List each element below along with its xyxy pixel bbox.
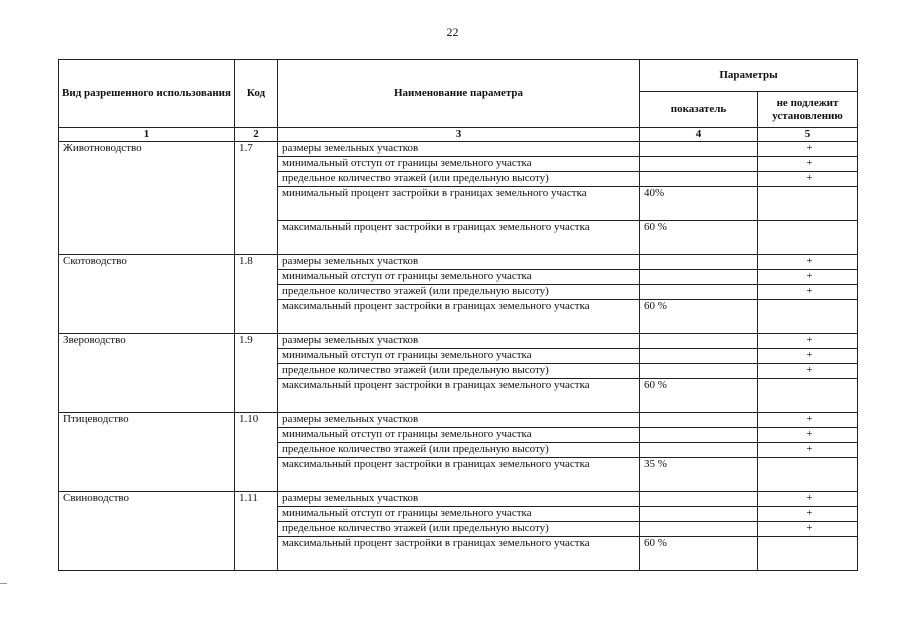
header-not-established: не подлежит установлению	[758, 92, 858, 128]
not-established-mark-cell	[758, 378, 858, 412]
not-established-mark-cell: +	[758, 156, 858, 171]
use-type-cell: Скотоводство	[59, 254, 235, 333]
not-established-mark-cell	[758, 457, 858, 491]
indicator-value-cell	[640, 333, 758, 348]
table-row	[59, 412, 858, 427]
header-param-name: Наименование параметра	[278, 60, 640, 128]
param-name-cell: минимальный отступ от границы земельного участка	[278, 156, 640, 171]
indicator-value-cell	[640, 156, 758, 171]
column-number-row	[59, 128, 858, 142]
table-body	[59, 141, 858, 570]
param-name-cell: минимальный отступ от границы земельного участка	[278, 269, 640, 284]
param-name-cell: минимальный отступ от границы земельного участка	[278, 427, 640, 442]
indicator-value-cell	[640, 284, 758, 299]
use-type-cell: Животноводство	[59, 141, 235, 254]
not-established-mark-cell	[758, 299, 858, 333]
code-cell: 1.11	[235, 491, 278, 570]
page-number: 22	[446, 25, 459, 39]
indicator-value-cell	[640, 254, 758, 269]
not-established-mark-cell: +	[758, 254, 858, 269]
use-type-cell: Звероводство	[59, 333, 235, 412]
indicator-value-cell	[640, 427, 758, 442]
column-number: 4	[640, 128, 758, 142]
table-row	[59, 254, 858, 269]
code-cell: 1.7	[235, 141, 278, 254]
indicator-value-cell	[640, 269, 758, 284]
not-established-mark-cell: +	[758, 506, 858, 521]
not-established-mark-cell	[758, 536, 858, 570]
param-name-cell: максимальный процент застройки в границах земельного участка	[278, 536, 640, 570]
indicator-value-cell: 60 %	[640, 299, 758, 333]
indicator-value-cell: 40%	[640, 186, 758, 220]
param-name-cell: предельное количество этажей (или предельную высоту)	[278, 284, 640, 299]
param-name-cell: предельное количество этажей (или предельную высоту)	[278, 363, 640, 378]
param-name-cell: предельное количество этажей (или предельную высоту)	[278, 171, 640, 186]
table-row	[59, 491, 858, 506]
param-name-cell: размеры земельных участков	[278, 254, 640, 269]
not-established-mark-cell: +	[758, 412, 858, 427]
column-number: 3	[278, 128, 640, 142]
indicator-value-cell: 60 %	[640, 378, 758, 412]
code-cell: 1.9	[235, 333, 278, 412]
param-name-cell: размеры земельных участков	[278, 141, 640, 156]
column-number: 2	[235, 128, 278, 142]
column-number: 5	[758, 128, 858, 142]
indicator-value-cell	[640, 348, 758, 363]
param-name-cell: предельное количество этажей (или предельную высоту)	[278, 442, 640, 457]
header-params-group: Параметры	[640, 60, 858, 92]
indicator-value-cell: 35 %	[640, 457, 758, 491]
param-name-cell: минимальный процент застройки в границах земельного участка	[278, 186, 640, 220]
not-established-mark-cell	[758, 220, 858, 254]
param-name-cell: размеры земельных участков	[278, 333, 640, 348]
indicator-value-cell	[640, 412, 758, 427]
indicator-value-cell	[640, 141, 758, 156]
not-established-mark-cell: +	[758, 442, 858, 457]
margin-mark	[0, 583, 7, 584]
not-established-mark-cell	[758, 186, 858, 220]
not-established-mark-cell: +	[758, 171, 858, 186]
param-name-cell: минимальный отступ от границы земельного участка	[278, 348, 640, 363]
column-number: 1	[59, 128, 235, 142]
indicator-value-cell	[640, 171, 758, 186]
not-established-mark-cell: +	[758, 141, 858, 156]
header-indicator: показатель	[640, 92, 758, 128]
not-established-mark-cell: +	[758, 348, 858, 363]
parameters-table	[58, 59, 858, 571]
indicator-value-cell	[640, 442, 758, 457]
param-name-cell: максимальный процент застройки в границах земельного участка	[278, 220, 640, 254]
header-code: Код	[235, 60, 278, 128]
use-type-cell: Птицеводство	[59, 412, 235, 491]
not-established-mark-cell: +	[758, 521, 858, 536]
use-type-cell: Свиноводство	[59, 491, 235, 570]
not-established-mark-cell: +	[758, 284, 858, 299]
not-established-mark-cell: +	[758, 363, 858, 378]
param-name-cell: максимальный процент застройки в границах земельного участка	[278, 378, 640, 412]
not-established-mark-cell: +	[758, 269, 858, 284]
param-name-cell: минимальный отступ от границы земельного участка	[278, 506, 640, 521]
not-established-mark-cell: +	[758, 333, 858, 348]
param-name-cell: максимальный процент застройки в границах земельного участка	[278, 457, 640, 491]
header-use-type: Вид разрешенного использования	[59, 60, 235, 128]
indicator-value-cell: 60 %	[640, 536, 758, 570]
code-cell: 1.10	[235, 412, 278, 491]
param-name-cell: размеры земельных участков	[278, 491, 640, 506]
param-name-cell: размеры земельных участков	[278, 412, 640, 427]
indicator-value-cell	[640, 363, 758, 378]
param-name-cell: максимальный процент застройки в границах земельного участка	[278, 299, 640, 333]
code-cell: 1.8	[235, 254, 278, 333]
table-row	[59, 141, 858, 156]
table-row	[59, 333, 858, 348]
indicator-value-cell	[640, 506, 758, 521]
indicator-value-cell: 60 %	[640, 220, 758, 254]
param-name-cell: предельное количество этажей (или предельную высоту)	[278, 521, 640, 536]
not-established-mark-cell: +	[758, 491, 858, 506]
indicator-value-cell	[640, 491, 758, 506]
indicator-value-cell	[640, 521, 758, 536]
not-established-mark-cell: +	[758, 427, 858, 442]
